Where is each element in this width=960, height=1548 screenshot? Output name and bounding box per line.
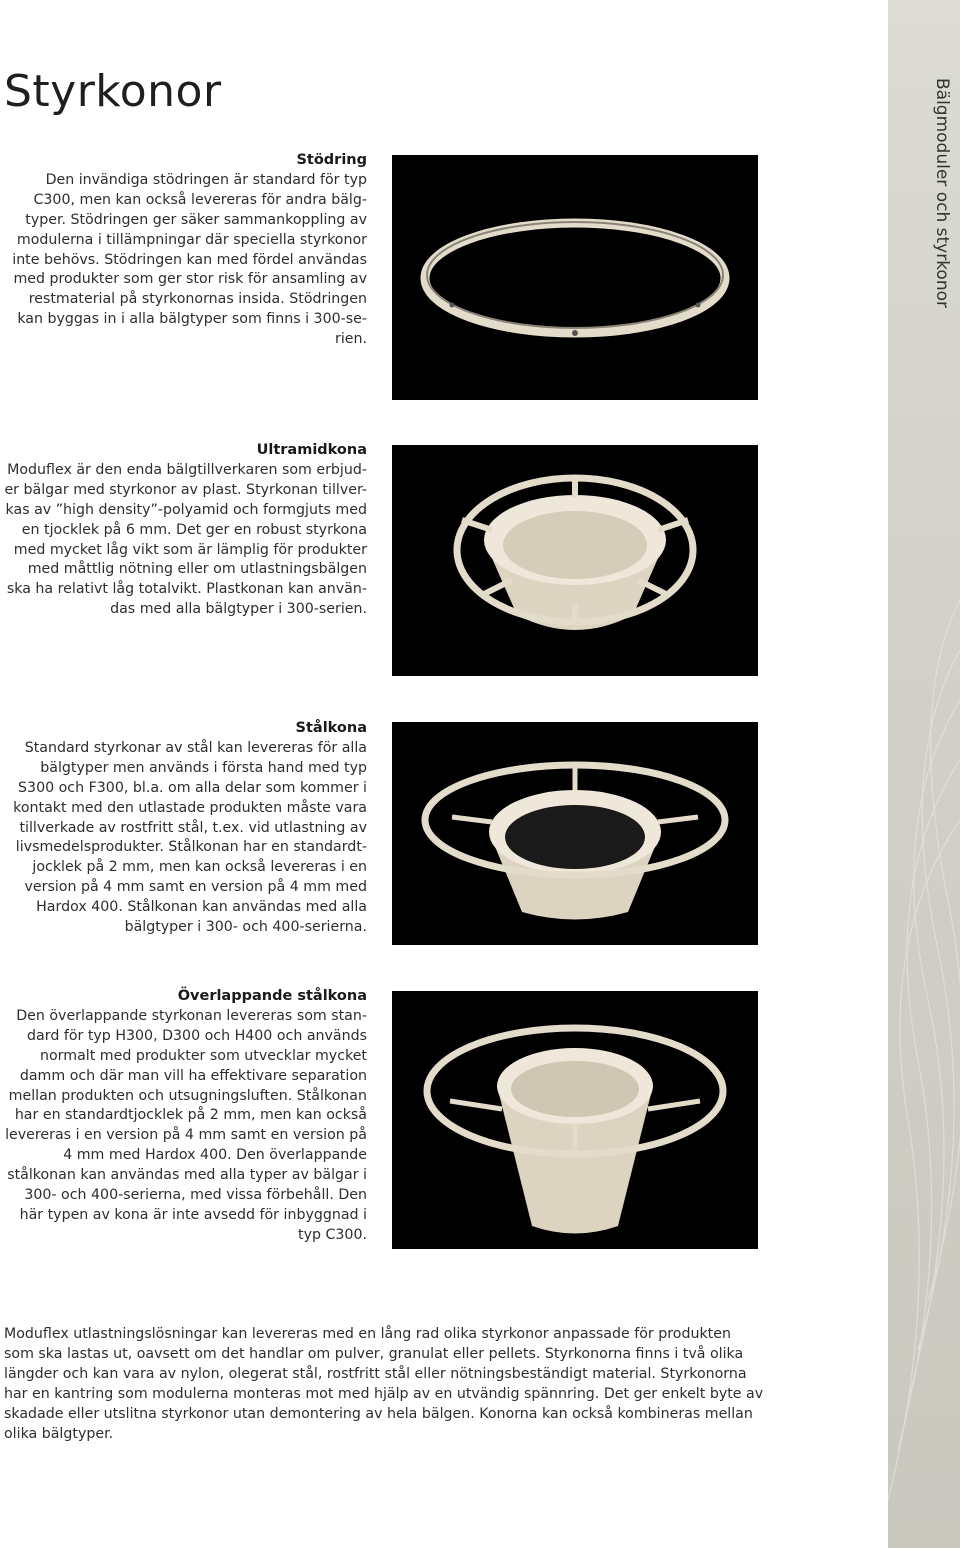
section-ultramidkona [4,441,367,620]
overlapping-cone-icon [392,991,758,1249]
section-heading: Ultramidkona [256,442,367,458]
steel-cone-icon [392,722,758,945]
section-body: Standard styrkonar av stål kan levereras för alla bälgtyper men används i första hand med typ S300 och F300, bl.a. om alla delar som kommer i kontakt med den utlastade produkten måste vara tillverkade av rostfritt stål, t.ex. vid utlastning av livsmedelsprodukter. Stålkonan har en standardt-jocklek på 2 mm, men kan också levereras i en version på 4 mm samt en version på 4 mm med Hardox 400. Stålkonan kan användas med alla bälgtyper i 300- och 400-serierna. [13,739,367,936]
page-title: Styrkonor [4,66,222,117]
section-body: Den invändiga stödringen är standard för typ C300, men kan också levereras för andra bälg-typer. Stödringen ger säker sammankoppling av modulerna i tillämpningar där speciella styrkonor inte behövs. Stödringen kan med fördel användas med produkter som ger stor risk för ansamling av restmaterial på styrkonornas insida. Stödringen kan byggas in i alla bälgtyper som finns i 300-se-rien. [12,171,367,348]
overlapping-cone-photo [392,991,758,1249]
steel-cone-photo [392,722,758,945]
section-stalkona [4,719,367,938]
section-overlappande-stalkona [4,987,367,1246]
sidebar-label: Bälgmoduler och styrkonor [932,78,952,308]
section-body: Moduflex är den enda bälgtillverkaren som erbjud-er bälgar med styrkonor av plast. Styrkonan tillver-kas av ”high density”-polyamid och formgjuts med en tjocklek på 6 mm. Det ger en robust styrkona med mycket låg vikt som är lämplig för produkter med måttlig nötning eller om utlastningsbälgen ska ha relativt låg totalvikt. Plastkonan kan använ-das med alla bälgtyper i 300-serien. [4,461,367,618]
section-stodring [4,151,367,350]
section-heading: Överlappande stålkona [177,988,367,1004]
support-ring-photo [392,155,758,400]
section-heading: Stålkona [295,720,367,736]
support-ring-icon [392,155,758,400]
footer-paragraph: Moduflex utlastningslösningar kan levereras med en lång rad olika styrkonor anpassade för produkten som ska lastas ut, oavsett om det handlar om pulver, granulat eller pellets. Styrkonorna finns i två olika längder och kan vara av nylon, olegerat stål, rostfritt stål eller nötningsbeständigt material. Styrkonorna har en kantring som modulerna monteras mot med hjälp av en utvändig spännring. Det ger enkelt byte av skadade eller utslitna styrkonor utan demontering av hela bälgen. Konorna kan också kombineras mellan olika bälgtyper. [4,1326,764,1442]
plastic-cone-icon [392,445,758,676]
section-heading: Stödring [296,152,367,168]
section-body: Den överlappande styrkonan levereras som stan-dard för typ H300, D300 och H400 och används normalt med produkter som utvecklar mycket damm och där man vill ha effektivare separation mellan produkten och utsugningsluften. Stålkonan har en standardtjocklek på 2 mm, men kan också levereras i en version på 4 mm samt en version på 4 mm med Hardox 400. Den överlappande stålkonan kan användas med alla typer av bälgar i 300- och 400-serierna, med vissa förbehåll. Den här typen av kona är inte avsedd för inbyggnad i typ C300. [5,1007,367,1243]
plastic-cone-photo [392,445,758,676]
